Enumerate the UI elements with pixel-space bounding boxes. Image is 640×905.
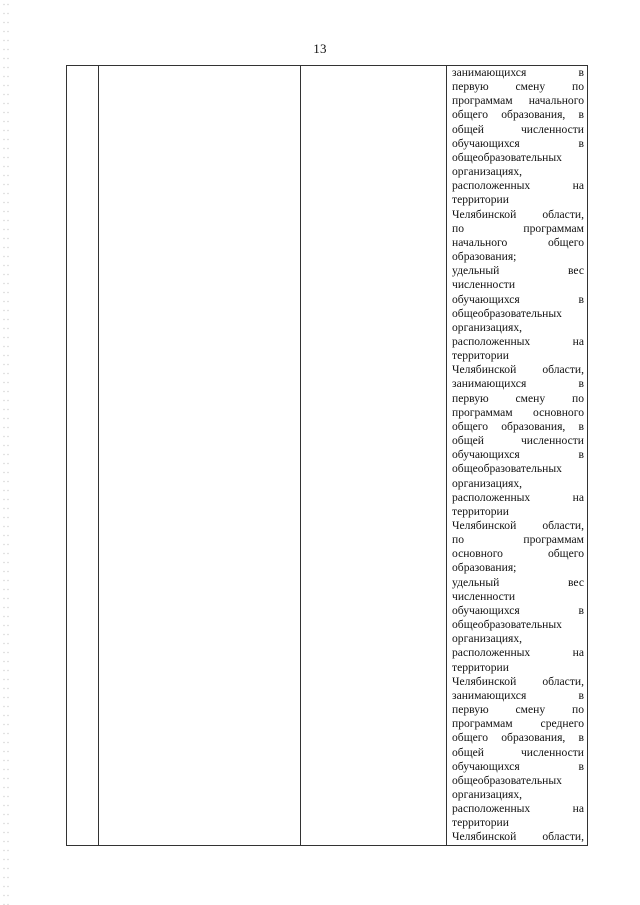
cell-text-line: общего образования, в: [452, 419, 584, 433]
cell-text-line: численности: [452, 589, 516, 603]
cell-text-line: обучающихся в: [452, 448, 584, 462]
page-number: 13: [313, 41, 327, 56]
cell-text-line: общеобразовательных: [452, 618, 562, 632]
cell-text-line: расположенных на: [452, 334, 584, 348]
cell-text-line: обучающихся в: [452, 759, 584, 773]
cell-text-line: общего образования, в: [452, 731, 584, 745]
cell-text-line: общеобразовательных: [452, 150, 562, 164]
cell-text-line: организациях,: [452, 165, 523, 179]
cell-text-line: организациях,: [452, 476, 523, 490]
cell-text-line: занимающихся в: [452, 66, 584, 79]
cell-text-line: расположенных на: [452, 490, 584, 504]
document-table: [66, 65, 588, 846]
cell-text-line: организациях,: [452, 320, 523, 334]
cell-text-line: занимающихся в: [452, 688, 584, 702]
cell-text-line: Челябинской области,: [452, 519, 584, 532]
cell-text-line: обучающихся в: [452, 136, 584, 150]
cell-text-line: территории: [452, 816, 509, 830]
cell-text-line: основного общего: [452, 547, 584, 561]
cell-text-line: территории: [452, 349, 509, 363]
cell-text-line: обучающихся в: [452, 603, 584, 617]
cell-text-line: первую смену по: [452, 391, 584, 405]
cell-text-line: Челябинской области,: [452, 207, 584, 221]
cell-text-line: удельный вес: [452, 575, 584, 589]
cell-text-line: расположенных на: [452, 646, 584, 660]
column-divider-3: [446, 66, 447, 845]
cell-text-line: первую смену по: [452, 703, 584, 717]
column-divider-2: [300, 66, 301, 845]
cell-text-line: образования;: [452, 250, 517, 264]
cell-text-line: общеобразовательных: [452, 306, 562, 320]
cell-text-line: организациях,: [452, 632, 523, 646]
cell-text-line: общеобразовательных: [452, 462, 562, 476]
cell-text-line: образования;: [452, 561, 517, 575]
cell-text-line: территории: [452, 504, 509, 518]
cell-text-line: общего образования, в: [452, 108, 584, 122]
cell-text-line: занимающихся в: [452, 377, 584, 391]
cell-text-line: по программам: [452, 221, 584, 235]
cell-text-line: программам основного: [452, 405, 584, 419]
cell-text-line: начального общего: [452, 235, 584, 249]
cell-text-line: территории: [452, 193, 509, 207]
cell-text-line: обучающихся в: [452, 292, 584, 306]
cell-text-line: общеобразовательных: [452, 773, 562, 787]
cell-text-line: численности: [452, 278, 516, 292]
indicator-cell-text: [452, 66, 584, 845]
cell-text-line: территории: [452, 660, 509, 674]
cell-text-line: Челябинской области,: [452, 830, 584, 844]
cell-text-line: расположенных на: [452, 179, 584, 193]
cell-text-line: программам среднего: [452, 717, 584, 731]
cell-text-line: общей численности: [452, 745, 584, 759]
cell-text-line: организациях,: [452, 787, 523, 801]
scan-noise-strip: [2, 0, 10, 905]
cell-text-line: удельный вес: [452, 264, 584, 278]
column-divider-1: [98, 66, 99, 845]
cell-text-line: по программам: [452, 533, 584, 547]
cell-text-line: расположенных на: [452, 802, 584, 816]
cell-text-line: программам начального: [452, 94, 584, 108]
cell-text-line: Челябинской области,: [452, 674, 584, 688]
cell-text-line: первую смену по: [452, 80, 584, 94]
cell-text-line: общей численности: [452, 434, 584, 448]
cell-text-line: Челябинской области,: [452, 363, 584, 377]
cell-text-line: общей численности: [452, 122, 584, 136]
